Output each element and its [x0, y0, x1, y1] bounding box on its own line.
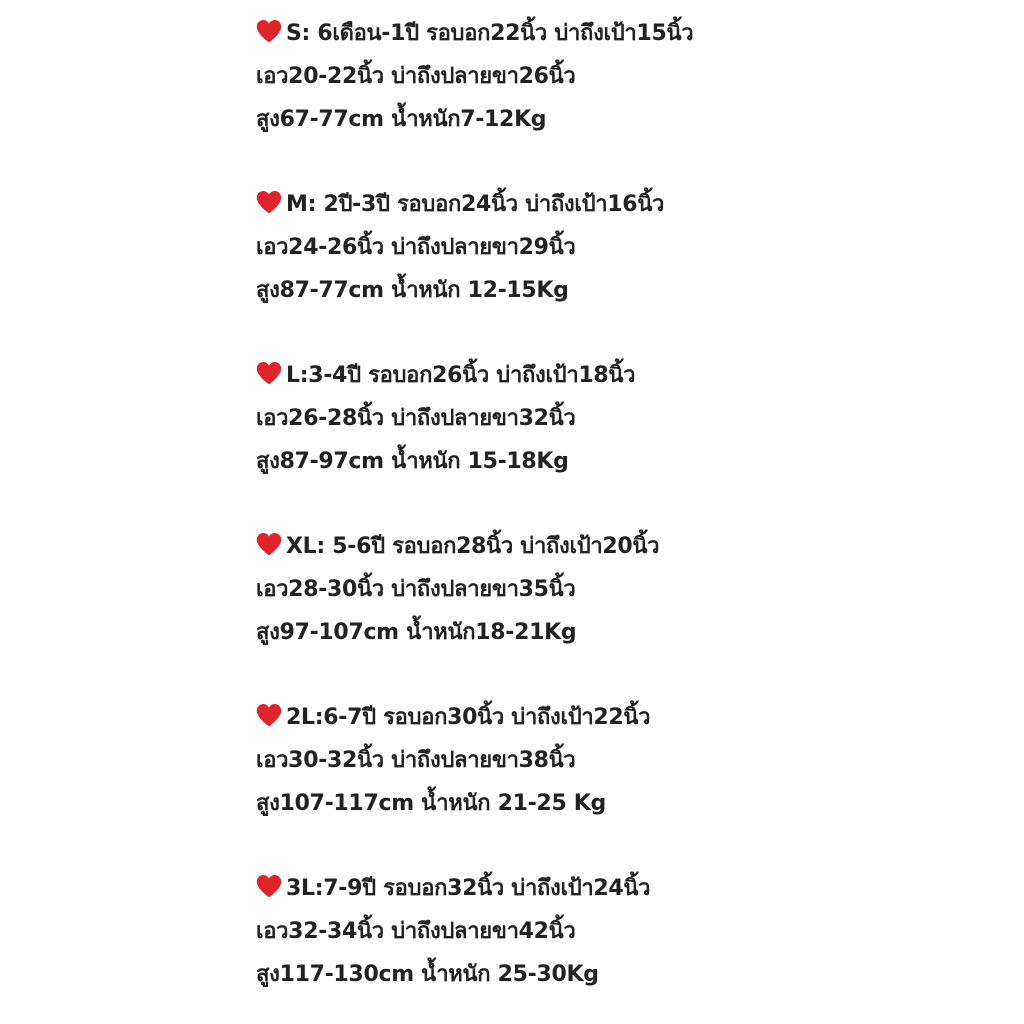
size-block-s	[256, 12, 996, 141]
size-block-2l	[256, 696, 996, 825]
heart-icon	[256, 190, 282, 214]
size-line-2: เอว32-34นิ้ว บ่าถึงปลายขา42นิ้ว	[256, 919, 576, 944]
size-line-2: เอว30-32นิ้ว บ่าถึงปลายขา38นิ้ว	[256, 748, 576, 773]
size-line-1-text: S: 6เดือน-1ปี รอบอก22นิ้ว บ่าถึงเป้า15นิ้ว	[286, 21, 694, 46]
size-line-1	[256, 696, 996, 739]
size-line-3: สูง107-117cm น้ำหนัก 21-25 Kg	[256, 791, 607, 816]
size-block-l	[256, 354, 996, 483]
size-line-1	[256, 867, 996, 910]
size-line-3: สูง87-77cm น้ำหนัก 12-15Kg	[256, 278, 569, 303]
size-line-1	[256, 354, 996, 397]
size-line-2: เอว28-30นิ้ว บ่าถึงปลายขา35นิ้ว	[256, 577, 576, 602]
size-line-1-text: L:3-4ปี รอบอก26นิ้ว บ่าถึงเป้า18นิ้ว	[286, 363, 636, 388]
size-line-3: สูง97-107cm น้ำหนัก18-21Kg	[256, 620, 577, 645]
size-line-3: สูง67-77cm น้ำหนัก7-12Kg	[256, 107, 547, 132]
size-line-1	[256, 12, 996, 55]
size-block-xl	[256, 525, 996, 654]
size-block-m	[256, 183, 996, 312]
size-line-1	[256, 525, 996, 568]
heart-icon	[256, 19, 282, 43]
heart-icon	[256, 361, 282, 385]
heart-icon	[256, 703, 282, 727]
heart-icon	[256, 874, 282, 898]
size-line-3: สูง87-97cm น้ำหนัก 15-18Kg	[256, 449, 569, 474]
size-line-2: เอว20-22นิ้ว บ่าถึงปลายขา26นิ้ว	[256, 64, 576, 89]
size-line-2: เอว24-26นิ้ว บ่าถึงปลายขา29นิ้ว	[256, 235, 576, 260]
size-line-1-text: 3L:7-9ปี รอบอก32นิ้ว บ่าถึงเป้า24นิ้ว	[286, 876, 651, 901]
size-line-1-text: 2L:6-7ปี รอบอก30นิ้ว บ่าถึงเป้า22นิ้ว	[286, 705, 651, 730]
size-block-3l	[256, 867, 996, 996]
heart-icon	[256, 532, 282, 556]
size-line-2: เอว26-28นิ้ว บ่าถึงปลายขา32นิ้ว	[256, 406, 576, 431]
size-chart	[256, 12, 996, 996]
size-line-3: สูง117-130cm น้ำหนัก 25-30Kg	[256, 962, 599, 987]
size-line-1-text: XL: 5-6ปี รอบอก28นิ้ว บ่าถึงเป้า20นิ้ว	[286, 534, 660, 559]
size-line-1	[256, 183, 996, 226]
size-line-1-text: M: 2ปี-3ปี รอบอก24นิ้ว บ่าถึงเป้า16นิ้ว	[286, 192, 665, 217]
